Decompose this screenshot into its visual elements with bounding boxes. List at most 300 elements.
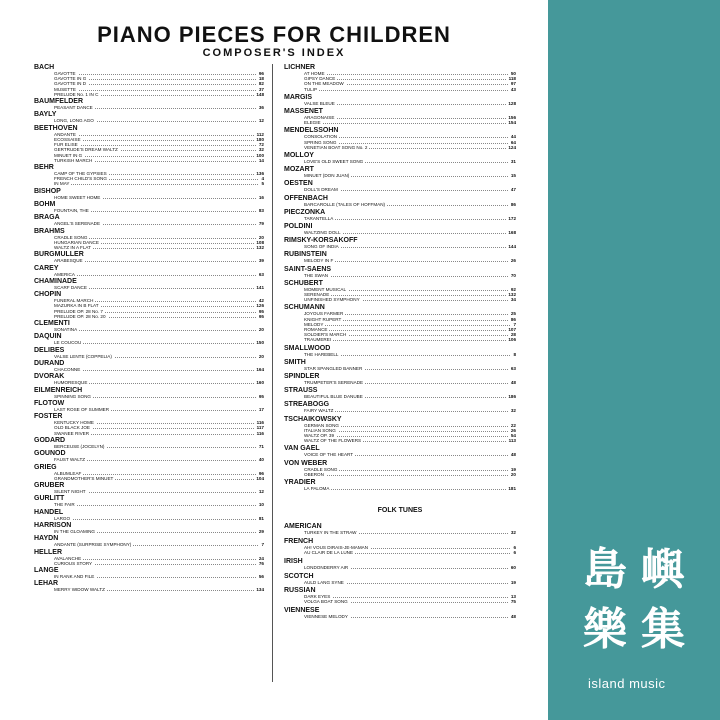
page-number: 100 [256, 152, 264, 158]
piece-row [304, 159, 516, 165]
piece-title: LARGO [54, 515, 71, 521]
brand-glyph: 島 [583, 544, 627, 595]
page-number: 71 [258, 443, 264, 449]
composer-name: GOUNOD [34, 450, 66, 458]
piece-title: ANDANTE [54, 131, 76, 137]
piece-title: THE HAREBELL [304, 351, 339, 357]
composer-name: CLEMENTI [34, 320, 70, 328]
piece-title: VIENNESE MELODY [304, 614, 348, 620]
page-number: 7 [513, 321, 516, 327]
piece-row [54, 314, 264, 320]
piece-title: TURKISH MARCH [54, 157, 93, 163]
page-number: 43 [510, 86, 516, 92]
piece-row [304, 366, 516, 372]
composer-name: POLDINI [284, 223, 313, 230]
page-number: 37 [258, 86, 264, 92]
piece-title: VALSE BLEUE [304, 100, 335, 106]
composer-name: IRISH [284, 557, 303, 565]
piece-title: WALTZ IN A FLAT [54, 245, 91, 250]
composer-name: BEHR [34, 164, 54, 171]
page-number: 83 [258, 208, 264, 213]
page-number: 148 [256, 91, 264, 97]
page-number: 136 [256, 171, 264, 176]
dot-leader [304, 261, 516, 262]
composer-name: OESTEN [284, 180, 313, 188]
piece-row [304, 452, 516, 458]
piece-title: MOMENT MUSICAL [304, 286, 347, 292]
dot-leader [54, 559, 264, 560]
piece-title: AT HOME [304, 71, 325, 76]
page-number: 28 [510, 332, 516, 338]
composer-name: TSCHAIKOWSKY [284, 415, 342, 423]
composer-name: YRADIER [284, 479, 316, 486]
composer-name: MENDELSSOHN [284, 127, 339, 135]
piece-title: MUSETTE [54, 86, 76, 92]
piece-title: TRAUMEREI [304, 337, 332, 343]
page-number: 150 [256, 340, 264, 346]
piece-row [54, 587, 264, 593]
piece-row [54, 367, 264, 373]
piece-title: SERENADE [304, 292, 330, 297]
composer-name: SAINT-SAENS [284, 265, 332, 273]
composer-name: BAYLY [34, 111, 57, 119]
piece-row [304, 297, 516, 303]
composer-name: HARRISON [34, 521, 72, 529]
page-number: 12 [258, 489, 264, 494]
piece-title: CRADLE SONG [54, 234, 88, 240]
page-number: 70 [510, 272, 516, 278]
piece-row [54, 258, 264, 264]
page-subtitle: COMPOSER'S INDEX [202, 47, 346, 59]
piece-title: SPINNING SONG [54, 393, 92, 399]
page-number: 17 [258, 406, 264, 412]
piece-row [54, 457, 264, 463]
page-number: 48 [510, 614, 516, 620]
page-number: 86 [510, 316, 516, 322]
piece-title: VOLGA BOAT SONG [304, 599, 348, 605]
piece-title: IN RANK AND FILE [54, 574, 95, 579]
piece-title: JOYOUS FARMER [304, 311, 344, 317]
piece-title: GAVOTTE IN D [54, 81, 87, 87]
page-number: 50 [510, 71, 516, 76]
piece-title: LE COUCOU [54, 340, 82, 346]
dot-leader [304, 475, 516, 476]
piece-title: PRELUDE OP. 28 No. 7 [54, 308, 103, 314]
composer-name: RUSSIAN [284, 587, 316, 595]
page-number: 13 [510, 594, 516, 600]
page-number: 92 [510, 286, 516, 292]
piece-title: FUNERAL MARCH [54, 298, 94, 304]
composer-name: BISHOP [34, 187, 61, 195]
page-number: 5 [261, 181, 264, 187]
page-number: 19 [510, 579, 516, 585]
composer-name: MOLLOY [284, 152, 314, 159]
page-number: 118 [508, 76, 516, 82]
piece-row [54, 181, 264, 187]
piece-title: PRELUDE OP. 28 No. 20 [54, 313, 106, 319]
piece-row [304, 216, 516, 222]
page-number: 79 [258, 221, 264, 227]
composer-name: BURGMULLER [34, 251, 84, 259]
page-number: 32 [510, 530, 516, 536]
composer-name: LANGE [34, 567, 59, 574]
piece-row [54, 208, 264, 214]
piece-title: FAUST WALTZ [54, 457, 86, 463]
piece-title: ARABESQUE [54, 258, 83, 264]
piece-title: LA PALOMA [304, 486, 330, 491]
piece-row [54, 272, 264, 278]
page-number: 124 [508, 144, 516, 150]
composer-name: BRAGA [34, 214, 60, 222]
composer-name: HAYDN [34, 535, 59, 543]
piece-row [304, 273, 516, 279]
piece-title: LOVE'S OLD SWEET SONG [304, 159, 364, 164]
piece-row [54, 561, 264, 567]
piece-title: FAIRY WALTZ [304, 408, 334, 414]
piece-row [304, 565, 516, 571]
piece-row [54, 340, 264, 346]
composer-name: GODARD [34, 436, 66, 444]
piece-row [54, 407, 264, 413]
piece-title: THE SWAN [304, 272, 329, 278]
brand-subtitle: island music [588, 676, 666, 691]
dot-leader [54, 184, 264, 185]
composer-name: EILMENREICH [34, 386, 83, 394]
piece-row [54, 354, 264, 360]
composer-name: MOZART [284, 166, 314, 174]
piece-title: MINUET IN G [54, 152, 83, 158]
page-number: 141 [256, 284, 264, 290]
piece-title: MELODY [304, 321, 324, 327]
page-number: 117 [256, 425, 264, 431]
composer-name: GRIEG [34, 463, 57, 471]
page-number: 54 [510, 433, 516, 438]
piece-row [304, 258, 516, 264]
dot-leader [304, 123, 516, 124]
piece-title: BERCEUSE (JOCELYN) [54, 443, 105, 449]
piece-title: AULD LANG SYNE [304, 579, 344, 585]
brand-glyph: 集 [641, 604, 685, 655]
composer-name: FOSTER [34, 413, 63, 421]
composer-name: FRENCH [284, 537, 314, 545]
piece-title: UNFINISHED SYMPHONY [304, 297, 360, 303]
page-number: 128 [508, 100, 516, 106]
page-number: 154 [508, 120, 516, 126]
composer-name: SCOTCH [284, 572, 314, 580]
page-number: 96 [258, 71, 264, 76]
piece-title: GAVOTTE IN G [54, 76, 87, 82]
piece-title: STAR SPANGLED BANNER [304, 365, 363, 371]
dot-leader [304, 489, 516, 490]
page-number: 104 [256, 475, 264, 481]
dot-leader [54, 261, 264, 262]
composer-name: GRUBER [34, 482, 65, 489]
piece-title: MERRY WIDOW WALTZ [54, 587, 105, 593]
piece-row [54, 394, 264, 400]
piece-title: HOME SWEET HOME [54, 194, 101, 200]
composer-name: VIENNESE [284, 607, 320, 615]
page-number: 106 [508, 337, 516, 343]
piece-title: ITALIAN SONG [304, 427, 336, 433]
page-number: 25 [510, 311, 516, 317]
piece-title: ELEGIE [304, 120, 321, 126]
page-number: 48 [510, 452, 516, 458]
piece-row [54, 502, 264, 508]
piece-title: IN MAY [54, 181, 70, 187]
piece-title: SPRING SONG [304, 139, 337, 145]
composer-name: CAREY [34, 264, 59, 272]
composer-name: BRAHMS [34, 227, 65, 235]
page-number: 22 [510, 422, 516, 428]
dot-leader [54, 330, 264, 331]
page-number: 126 [256, 303, 264, 309]
page-number: 29 [258, 528, 264, 534]
composer-name: OFFENBACH [284, 194, 328, 202]
piece-title: ON THE MEADOW [304, 81, 344, 87]
piece-title: HUNGARIAN DANCE [54, 239, 99, 245]
page-number: 95 [258, 393, 264, 399]
composer-name: MARGIS [284, 93, 312, 101]
column-divider [272, 64, 273, 682]
dot-leader [304, 276, 516, 277]
piece-title: BARCAROLLE (TALES OF HOFFMAN) [304, 201, 386, 207]
piece-title: SILENT NIGHT [54, 489, 86, 494]
piece-title: TULIP [304, 86, 318, 92]
composer-name: PIECZONKA [284, 208, 326, 216]
composer-name: CHAMINADE [34, 277, 77, 285]
page-number: 20 [258, 234, 264, 240]
page-number: 6 [513, 550, 516, 556]
page-number: 134 [256, 587, 264, 593]
page-number: 40 [258, 457, 264, 463]
dot-leader [304, 219, 516, 220]
piece-row [54, 285, 264, 291]
piece-title: CRADLE SONG [304, 466, 338, 472]
page-number: 7 [261, 542, 264, 548]
page-number: 60 [510, 564, 516, 570]
page-number: 81 [258, 515, 264, 521]
page-number: 181 [508, 486, 516, 491]
piece-title: ARAGONAISE [304, 115, 335, 120]
piece-title: CAMP OF THE GYPSIES [54, 171, 107, 176]
page-number: 168 [508, 230, 516, 235]
page-number: 32 [510, 408, 516, 414]
piece-title: VOICE OF THE HEART [304, 452, 354, 458]
page-number: 56 [258, 574, 264, 579]
piece-title: ROMANCE [304, 327, 328, 332]
page-number: 14 [258, 157, 264, 163]
piece-row [54, 380, 264, 386]
piece-row [304, 187, 516, 193]
page-number: 32 [258, 147, 264, 153]
dot-leader [54, 275, 264, 276]
composer-name: SPINDLER [284, 373, 320, 380]
dot-leader [54, 90, 264, 91]
composer-name: AMERICAN [284, 523, 322, 531]
page-number: 132 [508, 292, 516, 297]
page-number: 6 [513, 544, 516, 550]
piece-row [304, 352, 516, 358]
page-number: 20 [258, 353, 264, 359]
piece-row [54, 195, 264, 201]
composer-name: DAQUIN [34, 333, 62, 341]
piece-title: LAST ROSE OF SUMMER [54, 406, 110, 412]
piece-title: FRENCH CHILD'S SONG [54, 176, 107, 182]
piece-row [304, 614, 516, 620]
piece-row [54, 327, 264, 333]
page-number: 64 [510, 139, 516, 145]
composer-name: MASSENET [284, 108, 323, 115]
dot-leader [304, 411, 516, 412]
piece-title: GRANDMOTHER'S MINUET [54, 475, 114, 481]
piece-title: TARANTELLA [304, 215, 334, 221]
piece-title: DARK EYES [304, 594, 331, 600]
piece-title: ANDANTE (SURPRISE SYMPHONY) [54, 542, 132, 548]
piece-row [304, 230, 516, 236]
piece-title: LONDONDERRY AIR [304, 564, 349, 570]
composer-name: STREABOGG [284, 401, 330, 409]
composer-name: DURAND [34, 360, 65, 367]
piece-row [54, 529, 264, 535]
piece-title: SWANEE RIVER [54, 430, 90, 436]
page-number: 36 [258, 105, 264, 111]
dot-leader [54, 145, 264, 146]
piece-row [54, 158, 264, 164]
page-number: 44 [510, 134, 516, 140]
piece-title: KENTUCKY HOME [54, 420, 94, 426]
piece-row [304, 599, 516, 605]
composer-name: GURLITT [34, 495, 65, 503]
page-number: 113 [508, 438, 516, 444]
page-number: 186 [508, 394, 516, 400]
page-number: 164 [256, 367, 264, 372]
piece-title: AMERICA [54, 271, 75, 277]
piece-title: ECOSSAISE [54, 136, 81, 142]
page-number: 172 [508, 215, 516, 221]
page-number: 63 [258, 271, 264, 277]
piece-row [54, 118, 264, 124]
composer-name: SCHUMANN [284, 304, 325, 312]
page-number: 8 [513, 351, 516, 357]
piece-title: ALBUMLEAF [54, 470, 82, 476]
piece-row [54, 542, 264, 548]
piece-title: PEASANT DANCE [54, 105, 93, 111]
piece-title: IN THE GLOAMING [54, 528, 96, 534]
piece-row [54, 245, 264, 251]
piece-title: TURKEY IN THE STRAW [304, 530, 357, 536]
composer-name: BOHM [34, 201, 56, 208]
page-number: 12 [258, 118, 264, 124]
piece-row [304, 580, 516, 586]
piece-row [304, 408, 516, 414]
piece-row [54, 476, 264, 482]
piece-row [54, 516, 264, 522]
piece-title: GERMAN SONG [304, 422, 339, 428]
composer-name: DELIBES [34, 346, 65, 354]
page-number: 156 [508, 115, 516, 120]
dot-leader [54, 519, 264, 520]
dot-leader [304, 325, 516, 326]
piece-title: CURIOUS STORY [54, 560, 93, 566]
page-number: 82 [258, 81, 264, 87]
page-number: 97 [510, 81, 516, 87]
piece-row [304, 472, 516, 478]
piece-title: AVALANCHE [54, 555, 82, 561]
piece-row [54, 105, 264, 111]
piece-row [304, 486, 516, 492]
page-number: 160 [256, 380, 264, 386]
page-number: 96 [258, 470, 264, 476]
piece-row [54, 221, 264, 227]
piece-title: SONATINA [54, 327, 78, 333]
page-number: 34 [510, 297, 516, 303]
piece-row [54, 431, 264, 437]
composer-name: SMITH [284, 358, 306, 366]
composer-name: CHOPIN [34, 291, 62, 299]
piece-title: OBERON [304, 471, 324, 477]
composer-name: VON WEBER [284, 459, 328, 467]
piece-title: CHACONNE [54, 367, 81, 372]
composer-name: SMALLWOOD [284, 344, 331, 352]
piece-title: VALSE LENTE (COPPELIA) [54, 353, 112, 359]
piece-row [54, 574, 264, 580]
piece-row [304, 380, 516, 386]
dot-leader [304, 74, 516, 75]
piece-row [304, 120, 516, 126]
page-number: 144 [508, 244, 516, 250]
piece-title: OLD BLACK JOE [54, 425, 90, 431]
piece-row [304, 145, 516, 151]
piece-row [304, 550, 516, 556]
page-number: 42 [258, 298, 264, 304]
composer-name: HELLER [34, 548, 62, 556]
page-title: PIANO PIECES FOR CHILDREN [97, 22, 451, 47]
piece-row [304, 438, 516, 444]
piece-row [304, 173, 516, 179]
composer-name: SCHUBERT [284, 279, 323, 287]
composer-name: RIMSKY-KORSAKOFF [284, 237, 358, 245]
piece-title: KNIGHT RUPERT [304, 316, 342, 322]
composer-name: STRAUSS [284, 387, 318, 395]
piece-title: MINUET (DON JUAN) [304, 173, 350, 179]
page-number: 107 [508, 327, 516, 332]
page-number: 95 [258, 308, 264, 314]
piece-row [304, 202, 516, 208]
piece-title: WALTZ OF THE FLOWERS [304, 438, 362, 444]
page-number: 26 [510, 427, 516, 433]
page-number: 15 [510, 173, 516, 179]
piece-title: FUR ELISE [54, 142, 78, 148]
page-number: 19 [510, 466, 516, 472]
dot-leader [54, 135, 264, 136]
piece-title: ANGEL'S SERENADE [54, 221, 101, 227]
piece-title: VENETIAN BOAT SONG No. 2 [304, 144, 368, 150]
dot-leader [54, 140, 264, 141]
page-number: 112 [256, 131, 264, 137]
page-number: 116 [256, 420, 264, 426]
piece-row [304, 87, 516, 93]
page-number: 86 [510, 201, 516, 207]
page-number: 108 [256, 239, 264, 245]
dot-leader [54, 474, 264, 475]
page-number: 116 [256, 430, 264, 436]
dot-leader [54, 505, 264, 506]
page-number: 20 [258, 327, 264, 333]
piece-title: THE FAIR [54, 502, 75, 508]
piece-title: TRUMPETER'S SERENADE [304, 380, 364, 385]
page-number: 18 [258, 76, 264, 82]
composer-name: HANDEL [34, 508, 64, 516]
